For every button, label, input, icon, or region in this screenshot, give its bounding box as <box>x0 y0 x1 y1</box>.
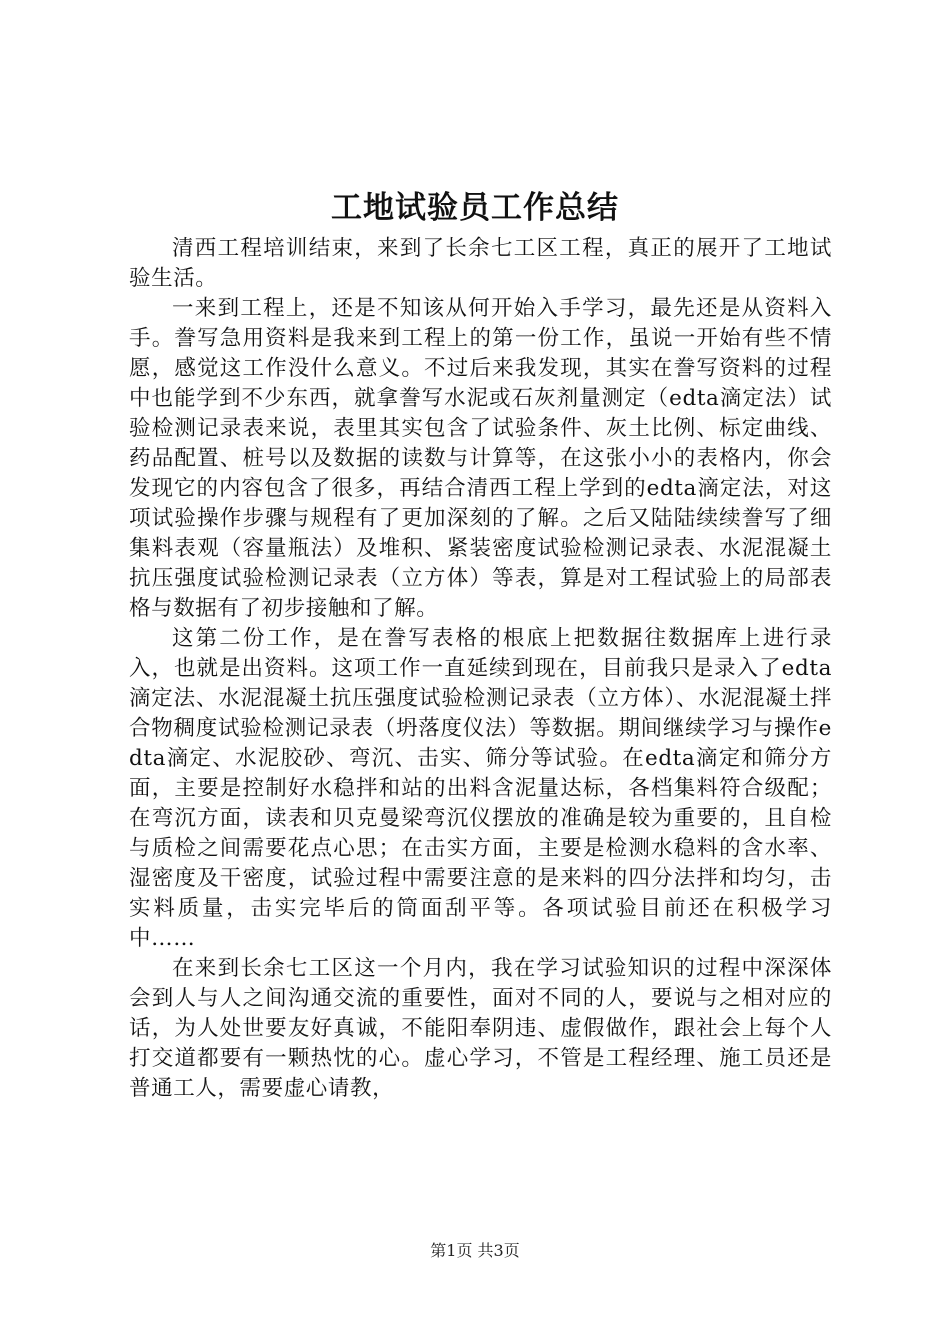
paragraph: 一来到工程上，还是不知该从何开始入手学习，最先还是从资料入手。誊写急用资料是我来到工程上的第一份工作，虽说一开始有些不情愿，感觉这工作没什么意义。不过后来我发现，其实在誊写资料的过程中也能学到不少东西，就拿誊写水泥或石灰剂量测定（edta滴定法）试验检测记录表来说，表里其实包含了试验条件、灰土比例、标定曲线、药品配置、桩号以及数据的读数与计算等，在这张小小的表格内，你会发现它的内容包含了很多，再结合清西工程上学到的edta滴定法，对这项试验操作步骤与规程有了更加深刻的了解。之后又陆陆续续誊写了细集料表观（容量瓶法）及堆积、紧装密度试验检测记录表、水泥混凝土抗压强度试验检测记录表（立方体）等表，算是对工程试验上的局部表格与数据有了初步接触和了解。 <box>129 296 832 621</box>
document-body <box>129 234 832 1104</box>
paragraph: 在来到长余七工区这一个月内，我在学习试验知识的过程中深深体会到人与人之间沟通交流的重要性，面对不同的人，要说与之相对应的话，为人处世要友好真诚，不能阳奉阴违、虚假做作，跟社会上每个人打交道都要有一颗热忱的心。虚心学习，不管是工程经理、施工员还是普通工人，需要虚心请教， <box>129 956 832 1101</box>
paragraph: 清西工程培训结束，来到了长余七工区工程，真正的展开了工地试验生活。 <box>129 236 832 291</box>
document-title: 工地试验员工作总结 <box>331 190 619 226</box>
paragraph: 这第二份工作，是在誊写表格的根底上把数据往数据库上进行录入，也就是出资料。这项工作一直延续到现在，目前我只是录入了edta滴定法、水泥混凝土抗压强度试验检测记录表（立方体）、水泥混凝土拌合物稠度试验检测记录表（坍落度仪法）等数据。期间继续学习与操作edta滴定、水泥胶砂、弯沉、击实、筛分等试验。在edta滴定和筛分方面，主要是控制好水稳拌和站的出料含泥量达标，各档集料符合级配；在弯沉方面，读表和贝克曼梁弯沉仪摆放的准确是较为重要的，且自检与质检之间需要花点心思；在击实方面，主要是检测水稳料的含水率、湿密度及干密度，试验过程中需要注意的是来料的四分法拌和均匀，击实料质量，击实完毕后的筒面刮平等。各项试验目前还在积极学习中…… <box>129 626 832 951</box>
page-number-footer: 第1页 共3页 <box>430 1241 520 1260</box>
